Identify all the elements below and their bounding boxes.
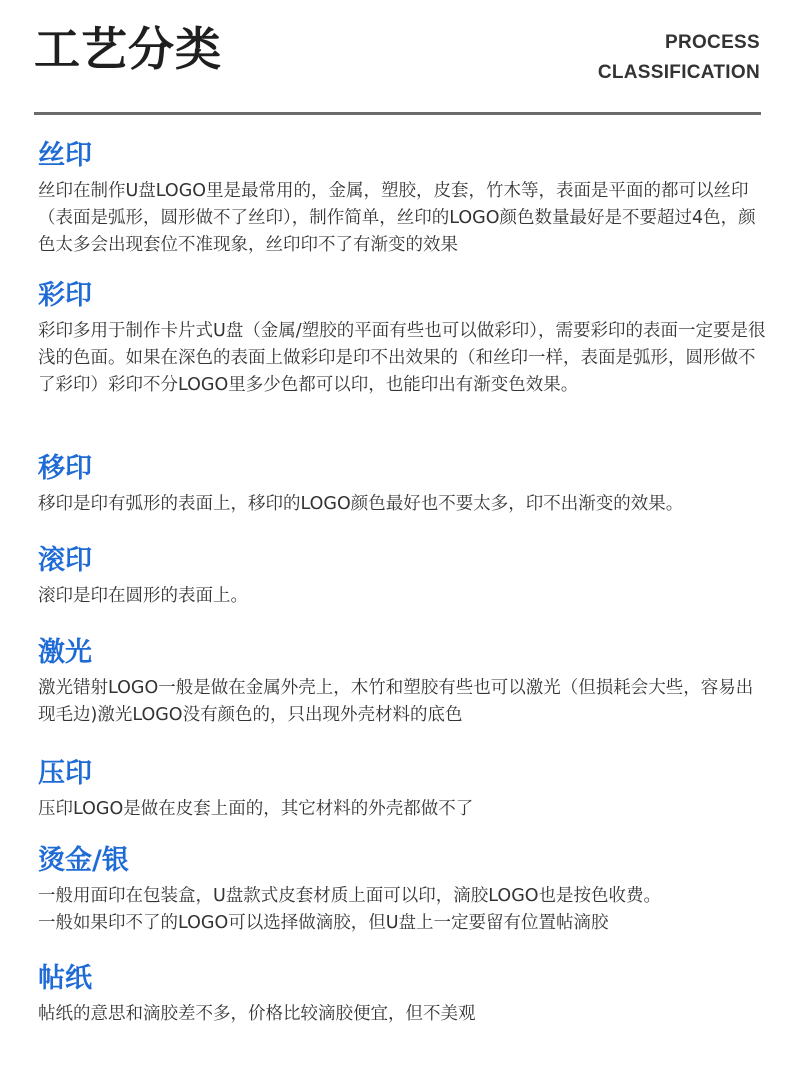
section-body-line-1: 一般用面印在包装盒，U盘款式皮套材质上面可以印，滴胶LOGO也是按色收费。 bbox=[38, 886, 662, 906]
section-heading: 滚印 bbox=[38, 545, 92, 576]
section-body-line-2: 一般如果印不了的LOGO可以选择做滴胶，但U盘上一定要留有位置帖滴胶 bbox=[38, 913, 609, 933]
section-heading: 烫金/银 bbox=[38, 845, 129, 876]
section-body: 丝印在制作U盘LOGO里是最常用的，金属，塑胶，皮套，竹木等，表面是平面的都可以丝印（表面是弧形，圆形做不了丝印），制作简单，丝印的LOGO颜色数量最好是不要超过4色，颜色太多会出现套位不准现象，丝印印不了有渐变的效果 bbox=[38, 181, 756, 255]
section-color-print bbox=[38, 278, 768, 399]
section-emboss bbox=[38, 756, 768, 823]
header-divider bbox=[34, 112, 761, 115]
section-heading: 彩印 bbox=[38, 280, 92, 311]
section-body: 滚印是印在圆形的表面上。 bbox=[38, 586, 248, 606]
section-heading: 压印 bbox=[38, 758, 92, 789]
section-heading: 激光 bbox=[38, 637, 92, 668]
section-body: 帖纸的意思和滴胶差不多，价格比较滴胶便宜，但不美观 bbox=[38, 1004, 476, 1024]
page-header bbox=[34, 18, 760, 82]
page-subtitle bbox=[598, 28, 760, 88]
section-body: 激光错射LOGO一般是做在金属外壳上，木竹和塑胶有些也可以激光（但损耗会大些，容易出现毛边)激光LOGO没有颜色的，只出现外壳材料的底色 bbox=[38, 678, 754, 725]
section-pad-print bbox=[38, 451, 768, 518]
subtitle-line-2: CLASSIFICATION bbox=[597, 62, 760, 83]
section-roll-print bbox=[38, 543, 768, 610]
section-body: 移印是印有弧形的表面上，移印的LOGO颜色最好也不要太多，印不出渐变的效果。 bbox=[38, 494, 684, 514]
section-body: 压印LOGO是做在皮套上面的，其它材料的外壳都做不了 bbox=[38, 799, 474, 819]
section-heading: 移印 bbox=[38, 453, 92, 484]
section-heading: 丝印 bbox=[38, 140, 92, 171]
page-title: 工艺分类 bbox=[34, 22, 222, 76]
section-laser bbox=[38, 635, 768, 729]
section-heading: 帖纸 bbox=[38, 963, 92, 994]
section-hot-stamping bbox=[38, 843, 768, 937]
section-sticker bbox=[38, 961, 768, 1028]
subtitle-line-1: PROCESS bbox=[664, 32, 760, 53]
section-body bbox=[38, 883, 768, 937]
section-silk-screen bbox=[38, 138, 768, 259]
section-body: 彩印多用于制作卡片式U盘（金属/塑胶的平面有些也可以做彩印），需要彩印的表面一定要是很浅的色面。如果在深色的表面上做彩印是印不出效果的（和丝印一样，表面是弧形，圆形做不了彩印）彩印不分LOGO里多少色都可以印，也能印出有渐变色效果。 bbox=[38, 321, 766, 395]
